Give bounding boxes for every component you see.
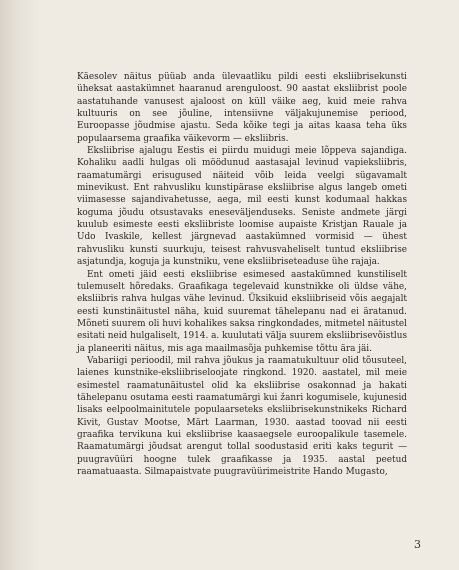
document-page — [77, 71, 407, 478]
book-gutter-shadow — [0, 0, 40, 570]
paragraph-early-decades: Ent ometi jäid eesti eksliibrise esimesed aastakümned kunstiliselt tulemuselt hõredaks. Graafikaga tegelevaid kunstnikke oli üldse vähe, eksliibris rahva hulgas vähe levinud. Üksikuid eksliibriseid võis aegajalt eesti kunstinäitustel näha, kuid suuremat tähelepanu nad ei äratanud. Mõneti suurem oli huvi kohalikes saksa ringkondades, mitmetel näitustel esitati neid hulgaliselt, 1914. a. kuulutati välja suurem eksliibrisevõistlus ja planeeriti näitus, mis aga maailmasõja puhkemise tõttu ära jäi. — [77, 269, 407, 354]
page-number: 3 — [414, 538, 421, 551]
paragraph-republic-period: Vabariigi perioodil, mil rahva jõukus ja raamatukultuur olid tõusuteel, laienes kunstnike-eksliibriseloojate ringkond. 1920. aastatel, mil meie esimestel raamatunäitustel olid ka eksliibrise osakonnad ja hakati tähelepanu osutama eesti raamatumärgi kui žanri kogumisele, kujunesid lisaks eelpoolmainitutele populaarseteks eksliibrisekunstnikeks Richard Kivit, Gustav Mootse, Märt Laarman, 1930. aastad toovad nii eesti graafika tervikuna kui eksliibrise kaasaegsele euroopalikule tasemele. Raamatumärgi jõudsat arengut tollal soodustasid eriti kaks tegurit — puugravüüri hoogne tulek graafikasse ja 1935. aastal peetud raamatuaasta. Silmapaistvate puugravüürimeistrite Hando Mugasto, — [77, 355, 407, 477]
paragraph-history: Eksliibrise ajalugu Eestis ei piirdu muidugi meie lõppeva sajandiga. Kohaliku aadli hulgas oli möödunud aastasajal levinud vapieksliibris, raamatumärgi erisugused näiteid võib leida veelgi sügavamalt minevikust. Ent rahvusliku kunstipärase eksliibrise algus langeb ometi viimasesse sajandivahetusse, aega, mil eesti kunst kodumaal hakkas koguma jõudu otsustavaks eneseväljenduseks. Seniste andmete järgi kuulub esimeste eesti eksliibriste loomise aupaiste Kristjan Rauale ja Udo Ivaskile, kellest järgnevad aastakümned vormisid — ühest rahvusliku kunsti suurkuju, teisest rahvusvaheliselt tuntud eksliibrise asjatundja, koguja ja kunstniku, vene eksliibriseteaduse ühe rajaja. — [77, 146, 407, 268]
paragraph-intro: Käesolev näitus püüab anda ülevaatliku pildi eesti eksliibrisekunsti üheksat aastakümnet haaranud arenguloost. 90 aastat eksliibrist poole aastatuhande vanusest ajaloost on küll väike aeg, kuid meie rahva kultuuris on see jõuline, intensiivne väljakujunemise periood, Euroopasse jõudmise ajastu. Seda kõike tegi ja aitas kaasa teha üks populaarsema graafika väikevorm — eksliibris. — [77, 72, 407, 144]
